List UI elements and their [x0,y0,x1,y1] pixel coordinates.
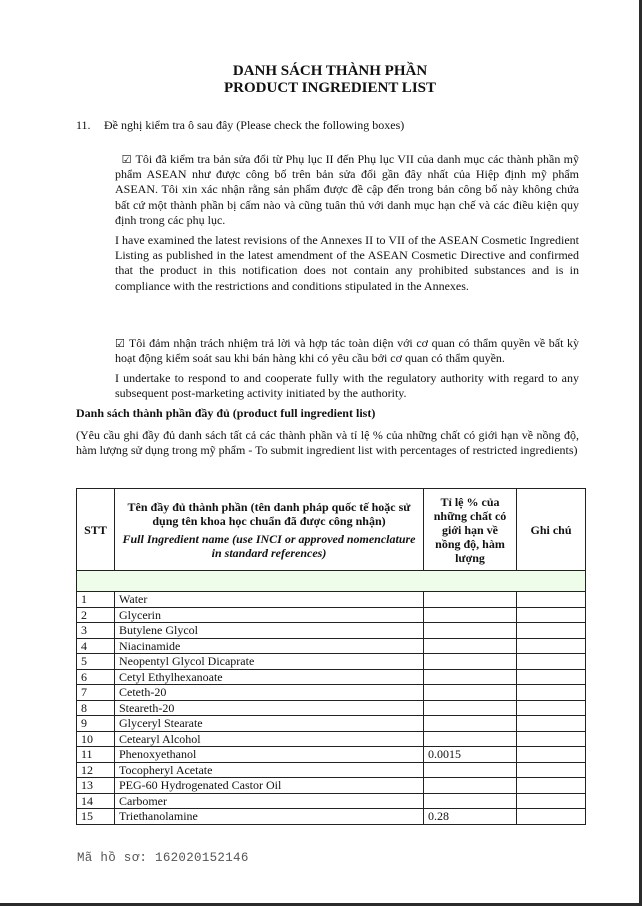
cell-note [517,592,586,608]
cell-note [517,700,586,716]
table-row [77,809,586,825]
cell-name: PEG-60 Hydrogenated Castor Oil [115,778,424,794]
header-name [115,489,424,571]
cell-note [517,793,586,809]
table-row [77,731,586,747]
cell-stt: 10 [77,731,115,747]
cell-name: Cetearyl Alcohol [115,731,424,747]
cell-percent [424,607,517,623]
table-row [77,685,586,701]
cell-percent [424,654,517,670]
table-row [77,654,586,670]
cell-note [517,716,586,732]
record-code: Mã hồ sơ: 162020152146 [77,851,249,865]
cell-percent [424,762,517,778]
cell-name: Steareth-20 [115,700,424,716]
cell-name: Niacinamide [115,638,424,654]
table-row [77,607,586,623]
declaration-2-en: I undertake to respond to and cooperate fully with the regulatory authority with regard to any subsequent post-marketing activity initiated by the authority. [115,371,579,401]
section-text: Đề nghị kiểm tra ô sau đây (Please check the following boxes) [104,118,405,132]
declaration-1-vi [115,152,579,228]
cell-name: Water [115,592,424,608]
cell-percent [424,623,517,639]
table-row [77,623,586,639]
cell-percent: 0.0015 [424,747,517,763]
cell-note [517,654,586,670]
cell-name: Carbomer [115,793,424,809]
cell-note [517,623,586,639]
header-name-vi: Tên đầy đủ thành phần (tên danh pháp quốc tế hoặc sử dụng tên khoa học chuẩn đã được công nhận) [127,499,411,528]
table-row [77,638,586,654]
cell-percent [424,700,517,716]
cell-stt: 11 [77,747,115,763]
cell-name: Cetyl Ethylhexanoate [115,669,424,685]
cell-percent: 0.28 [424,809,517,825]
cell-note [517,747,586,763]
cell-name: Phenoxyethanol [115,747,424,763]
cell-note [517,607,586,623]
cell-stt: 8 [77,700,115,716]
cell-note [517,762,586,778]
cell-note [517,685,586,701]
title-vietnamese: DANH SÁCH THÀNH PHẦN [232,63,428,79]
cell-percent [424,731,517,747]
header-percent: Tỉ lệ % của những chất có giới hạn về nồng độ, hàm lượng [424,489,517,571]
header-name-en: Full Ingredient name (use INCI or approved nomenclature in standard references) [122,531,416,560]
cell-percent [424,638,517,654]
cell-stt: 7 [77,685,115,701]
declaration-1-en: I have examined the latest revisions of the Annexes II to VII of the ASEAN Cosmetic Ingredient Listing as published in the latest amendment of the ASEAN Cosmetic Directive and confirmed that the product in this notification does not contain any prohibited substances and is in compliance with the restrictions and conditions stipulated in the Annexes. [115,233,579,293]
declaration-1-vi-text: Tôi đã kiểm tra bản sửa đổi từ Phụ lục II đến Phụ lục VII của danh mục các thành phần mỹ phẩm ASEAN như được công bố trên bản sửa đổi gần đây nhất của Hiệp định mỹ phẩm ASEAN. Tôi xin xác nhận rằng sản phẩm được đề cập đến trong bản công bố này không chứa bất cứ một thành phần bị cấm nào và cũng tuân thủ với danh mục hạn chế và các điều kiện quy định trong các phụ lục. [115,152,579,227]
ingredient-table [76,488,586,825]
cell-stt: 3 [77,623,115,639]
cell-name: Ceteth-20 [115,685,424,701]
cell-name: Glycerin [115,607,424,623]
header-stt: STT [77,489,115,571]
cell-note [517,731,586,747]
cell-percent [424,685,517,701]
cell-note [517,669,586,685]
table-row [77,778,586,794]
cell-stt: 6 [77,669,115,685]
table-row [77,793,586,809]
cell-percent [424,793,517,809]
ingredient-list-note: (Yêu cầu ghi đầy đủ danh sách tất cả các thành phần và tỉ lệ % của những chất có giới hạn về nồng độ, hàm lượng sử dụng trong mỹ phẩm - To submit ingredient list with percentages of restricted ingredients) [76,428,579,458]
checkbox-checked-icon[interactable]: ☑ [115,337,125,350]
cell-percent [424,669,517,685]
cell-name: Triethanolamine [115,809,424,825]
cell-name: Tocopheryl Acetate [115,762,424,778]
cell-stt: 4 [77,638,115,654]
cell-stt: 5 [77,654,115,670]
highlight-row [77,571,586,592]
table-row [77,762,586,778]
cell-name: Glyceryl Stearate [115,716,424,732]
cell-note [517,809,586,825]
cell-note [517,778,586,794]
table-row [77,700,586,716]
declaration-2-vi [115,336,579,366]
cell-name: Butylene Glycol [115,623,424,639]
cell-stt: 12 [77,762,115,778]
cell-stt: 1 [77,592,115,608]
cell-stt: 14 [77,793,115,809]
table-row [77,716,586,732]
cell-note [517,638,586,654]
table-row [77,747,586,763]
ingredient-list-heading: Danh sách thành phần đầy đủ (product full ingredient list) [76,406,376,420]
section-number: 11. [76,118,91,132]
cell-stt: 13 [77,778,115,794]
title-english: PRODUCT INGREDIENT LIST [224,80,436,96]
cell-stt: 2 [77,607,115,623]
checkbox-checked-icon[interactable]: ☑ [121,153,132,166]
cell-percent [424,592,517,608]
cell-percent [424,778,517,794]
cell-percent [424,716,517,732]
header-note: Ghi chú [517,489,586,571]
highlight-cell [77,571,586,592]
cell-name: Neopentyl Glycol Dicaprate [115,654,424,670]
table-header-row [77,489,586,571]
cell-stt: 15 [77,809,115,825]
table-row [77,669,586,685]
section-11 [76,118,404,133]
table-row [77,592,586,608]
declaration-2-vi-text: Tôi đảm nhận trách nhiệm trả lời và hợp tác toàn diện với cơ quan có thẩm quyền về bất kỳ hoạt động kiểm soát sau khi bán hàng khi có yêu cầu bởi cơ quan có thẩm quyền. [115,336,579,366]
cell-stt: 9 [77,716,115,732]
